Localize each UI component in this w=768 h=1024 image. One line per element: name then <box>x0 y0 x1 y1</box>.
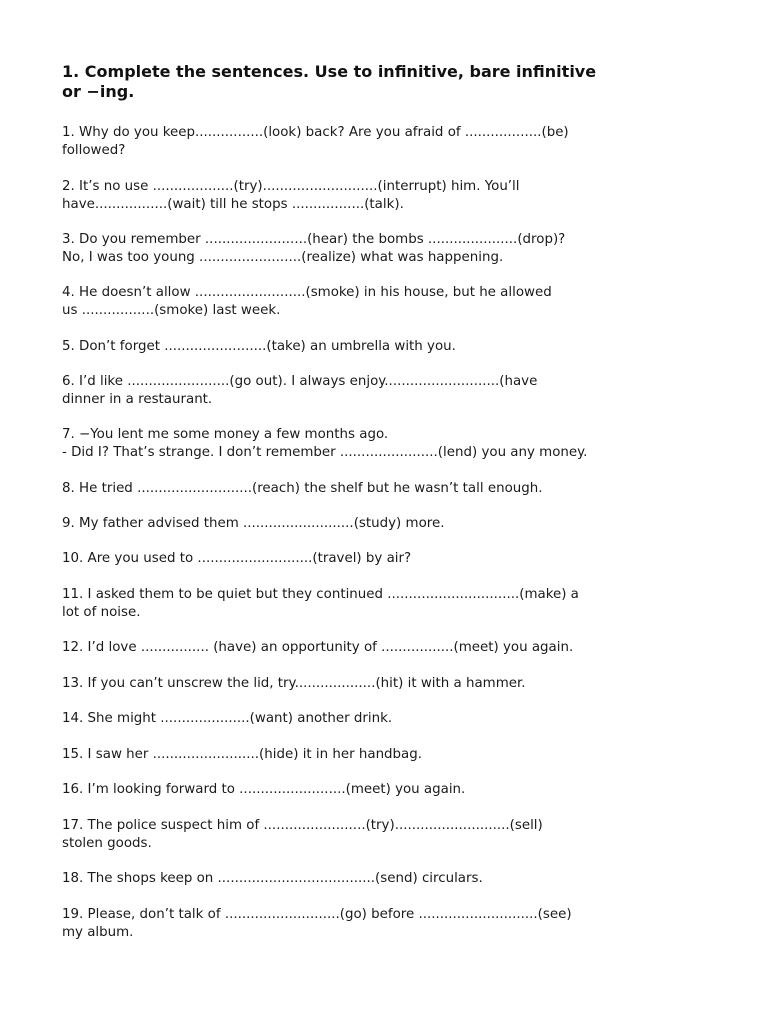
exercise-item <box>62 373 722 409</box>
exercise-item-line: dinner in a restaurant. <box>62 392 213 407</box>
exercise-item <box>62 817 722 853</box>
exercise-item-line: 12. I’d love ................ (have) an opportunity of .................(meet) you again. <box>62 640 574 655</box>
exercise-item <box>62 906 722 942</box>
exercise-item-line: 11. I asked them to be quiet but they continued ...............................(make) a <box>62 587 579 602</box>
exercise-title-line: 1. Complete the sentences. Use to infinitive, bare infinitive <box>62 62 597 81</box>
exercise-item <box>62 284 722 320</box>
exercise-item-line: us .................(smoke) last week. <box>62 303 281 318</box>
exercise-item <box>62 178 722 214</box>
exercise-item-line: my album. <box>62 925 134 940</box>
exercise-item-line: 16. I’m looking forward to .........................(meet) you again. <box>62 782 466 797</box>
exercise-item-line: 1. Why do you keep................(look) back? Are you afraid of ..................(be) <box>62 125 569 140</box>
exercise-item <box>62 231 722 267</box>
exercise-item <box>62 480 722 498</box>
exercise-item-line: No, I was too young ........................(realize) what was happening. <box>62 250 504 265</box>
exercise-title <box>62 62 712 102</box>
exercise-item-line: 6. I’d like ........................(go out). I always enjoy...........................(have <box>62 374 538 389</box>
exercise-item <box>62 586 722 622</box>
exercise-item-line: 19. Please, don’t talk of ...........................(go) before ............................(see) <box>62 907 572 922</box>
exercise-item-line: 4. He doesn’t allow ..........................(smoke) in his house, but he allowed <box>62 285 552 300</box>
exercise-item-line: 5. Don’t forget ........................(take) an umbrella with you. <box>62 339 456 354</box>
exercise-item <box>62 124 722 160</box>
exercise-item <box>62 550 722 568</box>
exercise-item-line: 18. The shops keep on .....................................(send) circulars. <box>62 871 483 886</box>
exercise-item <box>62 639 722 657</box>
exercise-item <box>62 870 722 888</box>
exercise-item <box>62 675 722 693</box>
exercise-item-line: stolen goods. <box>62 836 152 851</box>
exercise-item-line: 3. Do you remember ........................(hear) the bombs .....................(drop)? <box>62 232 566 247</box>
exercise-item-line: 15. I saw her .........................(hide) it in her handbag. <box>62 747 423 762</box>
exercise-items <box>62 124 722 942</box>
exercise-item <box>62 746 722 764</box>
exercise-title-line: or −ing. <box>62 82 135 101</box>
exercise-item-line: have.................(wait) till he stops .................(talk). <box>62 197 404 212</box>
exercise-item <box>62 781 722 799</box>
exercise-item-line: 10. Are you used to ...........................(travel) by air? <box>62 551 412 566</box>
exercise-item <box>62 515 722 533</box>
exercise-item-line: 14. She might .....................(want) another drink. <box>62 711 393 726</box>
exercise-item <box>62 426 722 462</box>
exercise-item-line: 13. If you can’t unscrew the lid, try...................(hit) it with a hammer. <box>62 676 526 691</box>
exercise-item-line: 8. He tried ...........................(reach) the shelf but he wasn’t tall enough. <box>62 481 543 496</box>
exercise-item-line: - Did I? That’s strange. I don’t remember .......................(lend) you any money. <box>62 445 588 460</box>
exercise-item <box>62 710 722 728</box>
exercise-item-line: lot of noise. <box>62 605 141 620</box>
exercise-item <box>62 338 722 356</box>
exercise-item-line: 7. −You lent me some money a few months ago. <box>62 427 389 442</box>
exercise-item-line: followed? <box>62 143 126 158</box>
exercise-item-line: 2. It’s no use ...................(try)...........................(interrupt) him. You’ll <box>62 179 520 194</box>
exercise-item-line: 17. The police suspect him of ........................(try)...........................(sell) <box>62 818 543 833</box>
exercise-item-line: 9. My father advised them ..........................(study) more. <box>62 516 445 531</box>
